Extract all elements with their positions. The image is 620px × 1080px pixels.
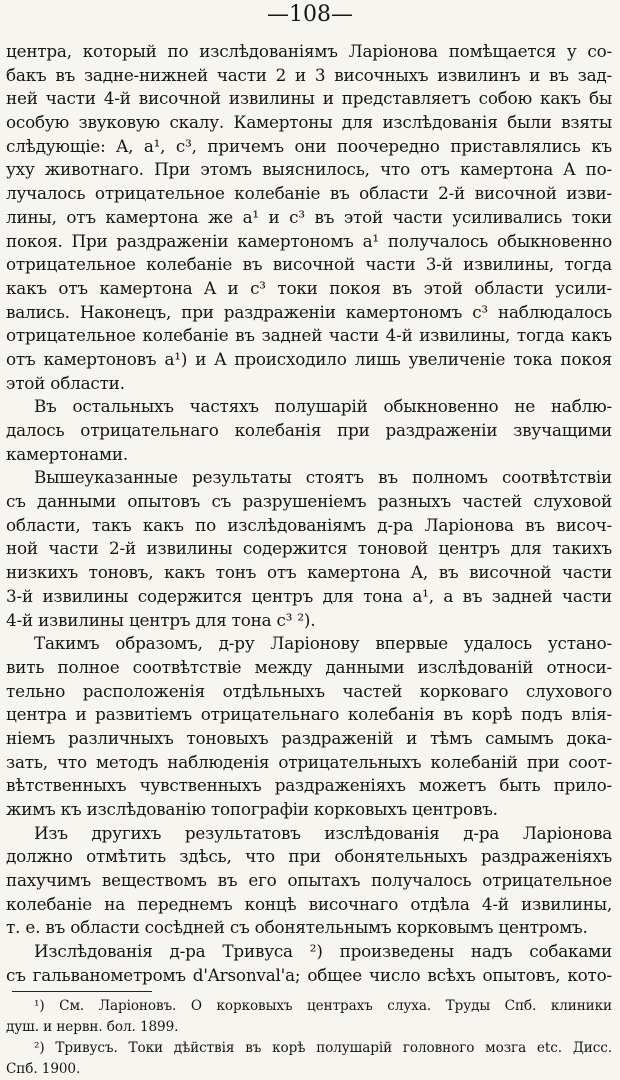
text-line: пахучимъ веществомъ въ его опытахъ получалось отрицательное — [6, 870, 612, 891]
text-line: лины, отъ камертона же a¹ и c³ въ этой части усиливались токи — [6, 206, 612, 227]
text-line: Изслѣдованія д-ра Тривуса ²) произведены надъ собаками — [34, 941, 612, 962]
text-line: слѣдующіе: A, a¹, c³, причемъ они поочередно приставлялись къ — [6, 135, 612, 156]
footnote-line: ¹) См. Ларіоновъ. О корковыхъ центрахъ слуха. Труды Спб. клиники — [34, 998, 612, 1014]
page-number: —108— — [267, 2, 353, 27]
text-line: тельно расположенія отдѣльныхъ частей корковаго слухового — [6, 680, 612, 701]
text-line: бакъ въ задне-нижней части 2 и 3 височныхъ извилинъ и въ зад- — [6, 64, 612, 85]
footnote-line: душ. и нервн. бол. 1899. — [6, 1019, 179, 1035]
footnote-line: Спб. 1900. — [6, 1061, 81, 1077]
text-line: этой области. — [6, 372, 125, 393]
text-line: съ гальванометромъ d'Arsonval'a; общее число всѣхъ опытовъ, кото- — [6, 964, 612, 985]
text-line: особую звуковую скалу. Камертоны для изслѣдованія были взяты — [6, 112, 612, 133]
text-line: ной части 2-й извилины содержится тоновой центръ для такихъ — [6, 538, 612, 559]
text-line: т. е. въ области сосѣдней съ обонятельнымъ корковымъ центромъ. — [6, 917, 588, 938]
footnote-line: ²) Тривусъ. Токи дѣйствія въ корѣ полушарій головного мозга etc. Дисс. — [34, 1040, 612, 1056]
text-line: отрицательное колебаніе въ височной части 3-й извилины, тогда — [6, 254, 612, 275]
text-line: вѣтственныхъ чувственныхъ раздраженіяхъ можетъ быть прило- — [6, 775, 612, 796]
text-line: лучалось отрицательное колебаніе въ области 2-й височной изви- — [6, 183, 612, 204]
text-line: Изъ другихъ результатовъ изслѣдованія д-ра Ларіонова — [34, 822, 612, 843]
text-line: отъ камертоновъ a¹) и A происходило лишь увеличеніе тока покоя — [6, 348, 612, 369]
text-line: области, такъ какъ по изслѣдованіямъ д-ра Ларіонова въ височ- — [6, 514, 612, 535]
text-line: камертонами. — [6, 443, 128, 464]
body-text — [6, 40, 612, 988]
text-line: центра, который по изслѣдованіямъ Ларіонова помѣщается у со- — [6, 41, 612, 61]
text-line: отрицательное колебаніе въ задней части 4-й извилины, тогда какъ — [6, 325, 612, 346]
text-line: вить полное соотвѣтствіе между данными изслѣдованій относи- — [6, 656, 612, 677]
text-line: должно отмѣтить здѣсь, что при обонятельныхъ раздраженіяхъ — [6, 846, 612, 867]
text-line: уху животнаго. При этомъ выяснилось, что отъ камертона A по- — [6, 159, 612, 180]
text-line: вались. Наконецъ, при раздраженіи камертономъ c³ наблюдалось — [6, 301, 612, 322]
text-line: центра и развитіемъ отрицательнаго колебанія въ корѣ подъ влія- — [6, 704, 612, 725]
text-line: какъ отъ камертона A и c³ токи покоя въ этой области усили- — [6, 277, 612, 298]
text-line: жимъ къ изслѣдованію топографіи корковыхъ центровъ. — [6, 799, 498, 819]
text-line: ніемъ различныхъ тоновыхъ раздраженій и тѣмъ самымъ дока- — [6, 727, 612, 748]
text-line: низкихъ тоновъ, какъ тонъ отъ камертона A, въ височной части — [6, 562, 612, 583]
text-line: колебаніе на переднемъ концѣ височнаго отдѣла 4-й извилины, — [6, 893, 612, 914]
text-line: Такимъ образомъ, д-ру Ларіонову впервые удалось устано- — [34, 633, 612, 654]
text-line: зать, что методъ наблюденія отрицательныхъ колебаній при соот- — [6, 751, 612, 772]
footnote-rule — [12, 991, 152, 992]
text-line: покоя. При раздраженіи камертономъ a¹ получалось обыкновенно — [6, 230, 612, 251]
text-line: 3-й извилины содержится центръ для тона a¹, а въ задней части — [6, 585, 612, 606]
text-line: 4-й извилины центръ для тона c³ ²). — [6, 609, 316, 630]
text-line: Вышеуказанные результаты стоятъ въ полномъ соотвѣтствіи — [34, 467, 612, 488]
text-line: съ данными опытовъ съ разрушеніемъ разныхъ частей слуховой — [6, 491, 612, 512]
text-line: ней части 4-й височной извилины и представляетъ собою какъ бы — [6, 88, 612, 109]
footnotes — [6, 996, 612, 1080]
text-line: Въ остальныхъ частяхъ полушарій обыкновенно не наблю- — [34, 396, 612, 417]
text-line: далось отрицательнаго колебанія при раздраженіи звучащими — [6, 420, 612, 440]
